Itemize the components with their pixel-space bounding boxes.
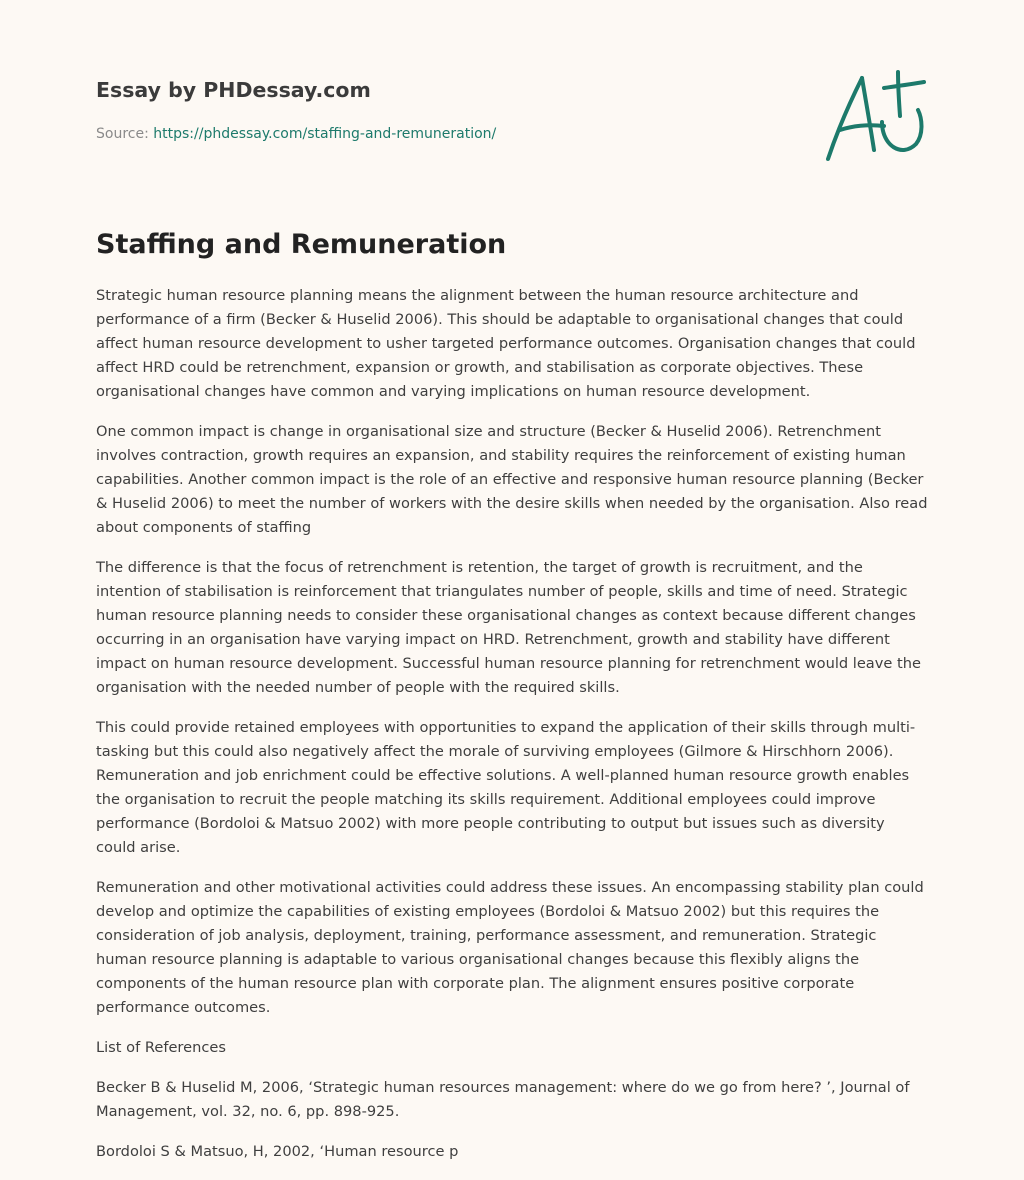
essay-paragraph: Remuneration and other motivational activities could address these issues. An encompassing stability plan could develop and optimize the capabilities of existing employees (Bordoloi & Matsuo 2002) but this requires the consideration of job analysis, deployment, training, performance assessment, and remuneration. Strategic human resource planning is adaptable to various organisational changes because this flexibly aligns the components of the human resource plan with corporate plan. The alignment ensures positive corporate performance outcomes.: [96, 879, 924, 1016]
a-plus-grade-icon: [818, 64, 930, 168]
reference-item: Becker B & Huselid M, 2006, ‘Strategic human resources management: where do we go from here? ’, Journal of Management, vol. 32, no. 6, pp. 898-925.: [96, 1079, 910, 1120]
essay-title: Staffing and Remuneration: [96, 229, 507, 260]
source-line: [96, 124, 796, 144]
source-link[interactable]: https://phdessay.com/staffing-and-remuneration/: [153, 126, 497, 142]
references-heading: List of References: [96, 1039, 226, 1056]
essay-paragraph: Strategic human resource planning means the alignment between the human resource architecture and performance of a firm (Becker & Huselid 2006). This should be adaptable to organisational changes that could affect human resource development to usher targeted performance outcomes. Organisation changes that could affect HRD could be retrenchment, expansion or growth, and stabilisation as corporate objectives. These organisational changes have common and varying implications on human resource development.: [96, 287, 916, 400]
site-brand: Essay by PHDessay.com: [96, 78, 371, 102]
essay-header: [96, 76, 796, 144]
essay-body: [96, 284, 928, 1180]
essay-paragraph: The difference is that the focus of retrenchment is retention, the target of growth is recruitment, and the intention of stabilisation is reinforcement that triangulates number of people, skills and time of need. Strategic human resource planning needs to consider these organisational changes as context because different changes occurring in an organisation have varying impact on HRD. Retrenchment, growth and stability have different impact on human resource development. Successful human resource planning for retrenchment would leave the organisation with the needed number of people with the required skills.: [96, 559, 921, 696]
reference-item: Bordoloi S & Matsuo, H, 2002, ‘Human resource p: [96, 1143, 459, 1160]
source-label: Source:: [96, 126, 149, 142]
essay-paragraph: This could provide retained employees with opportunities to expand the application of their skills through multi-tasking but this could also negatively affect the morale of surviving employees (Gilmore & Hirschhorn 2006). Remuneration and job enrichment could be effective solutions. A well-planned human resource growth enables the organisation to recruit the people matching its skills requirement. Additional employees could improve performance (Bordoloi & Matsuo 2002) with more people contributing to output but issues such as diversity could arise.: [96, 719, 916, 856]
essay-paragraph: One common impact is change in organisational size and structure (Becker & Huselid 2006). Retrenchment involves contraction, growth requires an expansion, and stability requires the reinforcement of existing human capabilities. Another common impact is the role of an effective and responsive human resource planning (Becker & Huselid 2006) to meet the number of workers with the desire skills when needed by the organisation. Also read about components of staffing: [96, 423, 928, 536]
